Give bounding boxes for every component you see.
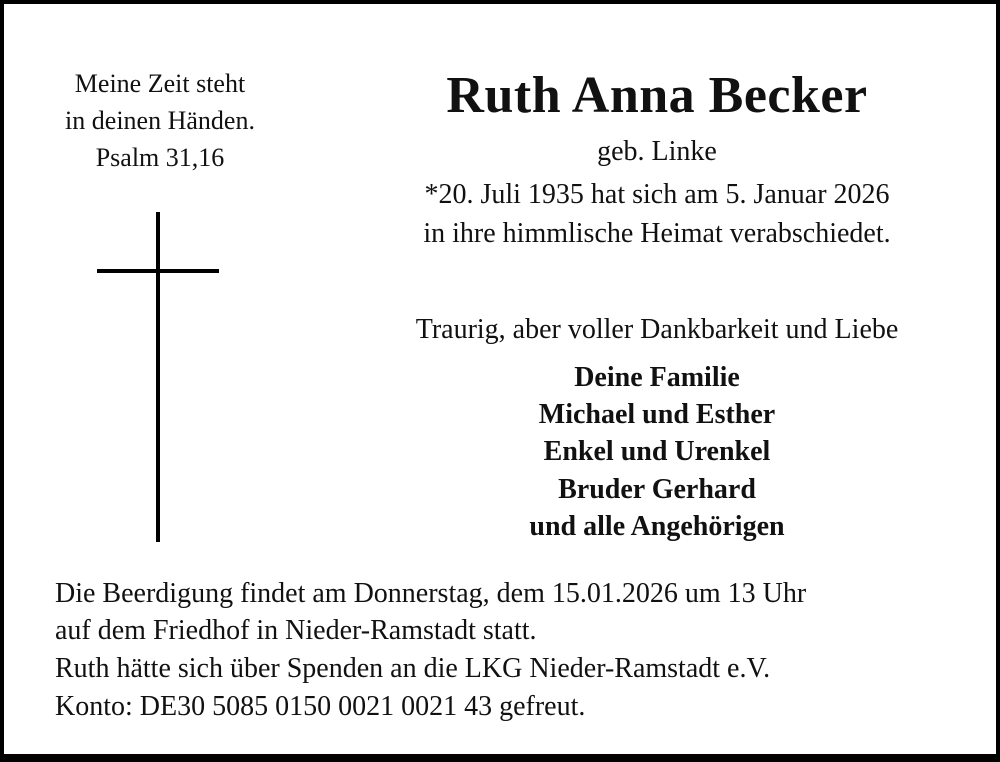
dates-line: in ihre himmlische Heimat verabschiedet.: [423, 218, 891, 249]
funeral-info: Die Beerdigung findet am Donnerstag, dem 15.01.2026 um 13 Uhr: [55, 578, 807, 609]
mourner: Bruder Gerhard: [558, 474, 756, 505]
funeral-info: auf dem Friedhof in Nieder-Ramstadt statt.: [55, 615, 537, 646]
deceased-name: Ruth Anna Becker: [446, 67, 868, 124]
quote-line: Meine Zeit steht: [74, 69, 246, 98]
mourner: und alle Angehörigen: [529, 511, 785, 542]
mourner: Michael und Esther: [538, 399, 776, 430]
donation-info: Konto: DE30 5085 0150 0021 0021 43 gefreut.: [55, 691, 586, 722]
dates-line: *20. Juli 1935 hat sich am 5. Januar 2026: [424, 179, 890, 210]
quote-line: in deinen Händen.: [65, 106, 255, 135]
mourner: Enkel und Urenkel: [543, 436, 771, 467]
mourners-intro: Traurig, aber voller Dankbarkeit und Liebe: [415, 314, 899, 345]
donation-info: Ruth hätte sich über Spenden an die LKG Nieder-Ramstadt e.V.: [55, 653, 771, 684]
maiden-name: geb. Linke: [597, 136, 717, 167]
quote-reference: Psalm 31,16: [95, 143, 225, 172]
mourner: Deine Familie: [574, 362, 740, 393]
obituary-notice: [4, 4, 996, 754]
